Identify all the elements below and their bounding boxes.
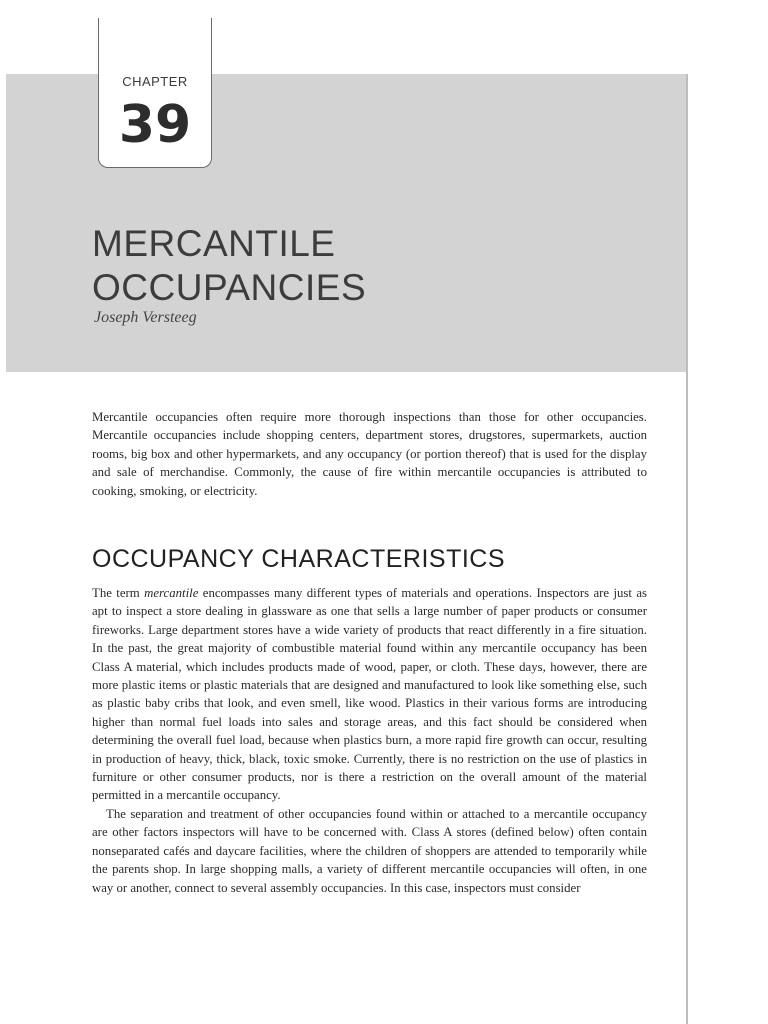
chapter-author: Joseph Versteeg <box>94 309 197 326</box>
page-edge-line <box>686 74 688 1024</box>
paragraph-1-rest: encompasses many different types of materials and operations. Inspectors are just as apt to inspect a store dealing in glassware as one that sells a large number of paper products or consumer fireworks. Large department stores have a wide variety of products that react differently in a fire situation. In the past, the great majority of combustible material found within any mercantile occupancy has been Class A material, which includes products made of wood, paper, or cloth. These days, however, there are more plastic items or plastic materials that are designed and manufactured to look like something else, such as plastic baby cribs that look, and even smell, like wood. Plastics in their various forms are introducing higher than normal fuel loads into sales and storage areas, and this fact should be considered when determining the overall fuel load, because when plastics burn, a more rapid fire growth can occur, resulting in production of heavy, thick, black, toxic smoke. Currently, there is no restriction on the use of plastics in furniture or other consumer products, nor is there a restriction on the overall amount of the material permitted in a mercantile occupancy. <box>92 586 647 803</box>
chapter-label: CHAPTER <box>122 74 188 89</box>
chapter-title-line-1: MERCANTILE <box>92 223 336 264</box>
section-heading: OCCUPANCY CHARACTERISTICS <box>92 545 506 573</box>
chapter-title-line-2: OCCUPANCIES <box>92 267 367 308</box>
chapter-tab <box>98 18 212 168</box>
body-paragraph-2: The separation and treatment of other occupancies found within or attached to a mercantile occupancy are other factors inspectors will have to be concerned with. Class A stores (defined below) often contain nonseparated cafés and daycare facilities, where the children of shoppers are attended to temporarily while the parents shop. In large shopping malls, a variety of different mercantile occupancies will often, in one way or another, connect to several assembly occupancies. In this case, inspectors must consider <box>92 806 647 895</box>
chapter-title <box>92 222 366 310</box>
section-body <box>92 584 647 897</box>
paragraph-1-start: The term <box>92 586 145 600</box>
intro-paragraph: Mercantile occupancies often require more thorough inspections than those for other occupancies. Mercantile occupancies include shopping centers, department stores, drugstores, supermarkets, auction rooms, big box and other hypermarkets, and any occupancy (or portion thereof) that is used for the display and sale of merchandise. Commonly, the cause of fire within mercantile occupancies is attributed to cooking, smoking, or electricity. <box>92 410 647 498</box>
chapter-number: 39 <box>118 95 192 155</box>
body-paragraph-1 <box>92 584 647 805</box>
defined-term: mercantile <box>144 586 199 600</box>
